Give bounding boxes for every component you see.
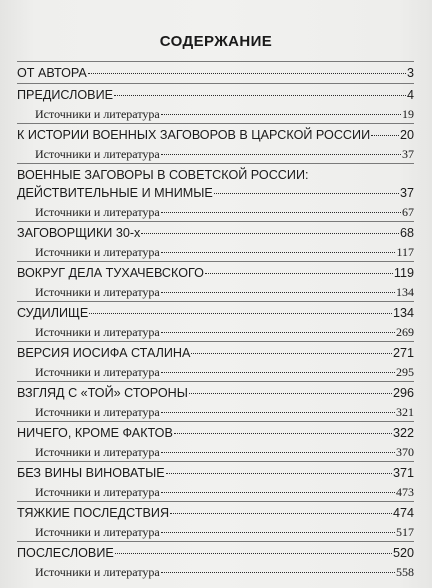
dot-leader — [161, 291, 395, 293]
toc-entry-chapter — [17, 422, 414, 443]
dot-leader — [161, 113, 401, 115]
dot-leader — [89, 312, 392, 314]
page-number: 4 — [406, 88, 414, 102]
page-number: 517 — [396, 525, 414, 539]
chapter-title: ВОКРУГ ДЕЛА ТУХАЧЕВСКОГО — [17, 266, 204, 280]
page-number: 68 — [399, 226, 414, 240]
sources-title: Источники и литература — [35, 565, 160, 579]
dot-leader — [161, 451, 395, 453]
sources-title: Источники и литература — [35, 205, 160, 219]
dot-leader — [115, 552, 392, 554]
dot-leader — [170, 512, 392, 514]
toc-entry-chapter — [17, 382, 414, 403]
dot-leader — [114, 94, 406, 96]
dot-leader — [161, 331, 395, 333]
sources-title: Источники и литература — [35, 325, 160, 339]
dot-leader — [191, 352, 392, 354]
page-number: 558 — [396, 565, 414, 579]
page-number: 520 — [392, 546, 414, 560]
sources-title: Источники и литература — [35, 285, 160, 299]
sources-title: Источники и литература — [35, 245, 160, 259]
page-number: 20 — [399, 128, 414, 142]
toc-entry-sources — [17, 443, 414, 461]
toc-entry-sources — [17, 523, 414, 541]
dot-leader — [161, 491, 395, 493]
chapter-title: ПОСЛЕСЛОВИЕ — [17, 546, 114, 560]
toc-entry-sources — [17, 105, 414, 123]
dot-leader — [88, 72, 406, 74]
page-number: 37 — [402, 147, 414, 161]
toc-entry-sources — [17, 283, 414, 301]
chapter-title-line2 — [17, 184, 414, 203]
sources-title: Источники и литература — [35, 405, 160, 419]
page-number: 134 — [392, 306, 414, 320]
toc-entry-chapter — [17, 542, 414, 563]
chapter-title-line1: ВОЕННЫЕ ЗАГОВОРЫ В СОВЕТСКОЙ РОССИИ: — [17, 168, 309, 182]
chapter-title: К ИСТОРИИ ВОЕННЫХ ЗАГОВОРОВ В ЦАРСКОЙ РОССИИ — [17, 128, 371, 142]
toc-entry-sources — [17, 563, 414, 581]
dot-leader — [371, 134, 399, 136]
page-title: СОДЕРЖАНИЕ — [159, 33, 273, 50]
toc-entry-sources — [17, 323, 414, 341]
chapter-title: ДЕЙСТВИТЕЛЬНЫЕ И МНИМЫЕ — [17, 186, 213, 200]
page-number: 321 — [396, 405, 414, 419]
page-number: 37 — [399, 186, 414, 200]
toc-entry-sources — [17, 363, 414, 381]
page-number: 370 — [396, 445, 414, 459]
toc-entry-chapter — [17, 84, 414, 105]
dot-leader — [161, 411, 395, 413]
toc-entry-sources — [17, 243, 414, 261]
dot-leader — [161, 371, 395, 373]
dot-leader — [166, 472, 392, 474]
chapter-title: СУДИЛИЩЕ — [17, 306, 89, 320]
chapter-title: ВЗГЛЯД С «ТОЙ» СТОРОНЫ — [17, 386, 188, 400]
page-number: 3 — [406, 66, 414, 80]
toc-entry-sources — [17, 403, 414, 421]
dot-leader — [161, 211, 401, 213]
sources-title: Источники и литература — [35, 147, 160, 161]
chapter-title: НИЧЕГО, КРОМЕ ФАКТОВ — [17, 426, 173, 440]
toc-entry-chapter — [17, 462, 414, 483]
toc-entry-chapter — [17, 164, 414, 203]
toc-entry-sources — [17, 203, 414, 221]
sources-title: Источники и литература — [35, 107, 160, 121]
dot-leader — [189, 392, 392, 394]
page-number: 134 — [396, 285, 414, 299]
sources-title: Источники и литература — [35, 525, 160, 539]
dot-leader — [161, 531, 395, 533]
sources-title: Источники и литература — [35, 485, 160, 499]
chapter-title: ТЯЖКИЕ ПОСЛЕДСТВИЯ — [17, 506, 170, 520]
page-number: 117 — [396, 245, 414, 259]
dot-leader — [161, 251, 396, 253]
toc-entry-chapter — [17, 342, 414, 363]
dot-leader — [214, 192, 399, 194]
toc-entry-chapter — [17, 124, 414, 145]
chapter-title: ВЕРСИЯ ИОСИФА СТАЛИНА — [17, 346, 191, 360]
sources-title: Источники и литература — [35, 365, 160, 379]
chapter-title: ОТ АВТОРА — [17, 66, 87, 80]
page-number: 119 — [393, 266, 414, 280]
toc-entry-chapter — [17, 262, 414, 283]
page-number: 271 — [392, 346, 414, 360]
toc-entry-sources — [17, 483, 414, 501]
page-number: 269 — [396, 325, 414, 339]
toc-entry-sources — [17, 145, 414, 163]
toc-entry-chapter — [17, 502, 414, 523]
dot-leader — [205, 272, 393, 274]
dot-leader — [161, 153, 401, 155]
page-number: 19 — [402, 107, 414, 121]
toc-entry-chapter — [17, 222, 414, 243]
chapter-title: ПРЕДИСЛОВИЕ — [17, 88, 114, 102]
dot-leader — [141, 232, 399, 234]
dot-leader — [161, 571, 395, 573]
page-number: 295 — [396, 365, 414, 379]
table-of-contents — [17, 61, 414, 581]
page-number: 322 — [392, 426, 414, 440]
toc-entry-chapter — [17, 62, 414, 83]
dot-leader — [174, 432, 392, 434]
page-number: 371 — [392, 466, 414, 480]
chapter-title: БЕЗ ВИНЫ ВИНОВАТЫЕ — [17, 466, 165, 480]
page-number: 67 — [402, 205, 414, 219]
page-number: 474 — [392, 506, 414, 520]
sources-title: Источники и литература — [35, 445, 160, 459]
chapter-title: ЗАГОВОРЩИКИ 30-х — [17, 226, 141, 240]
toc-entry-chapter — [17, 302, 414, 323]
page-number: 473 — [396, 485, 414, 499]
page-number: 296 — [392, 386, 414, 400]
